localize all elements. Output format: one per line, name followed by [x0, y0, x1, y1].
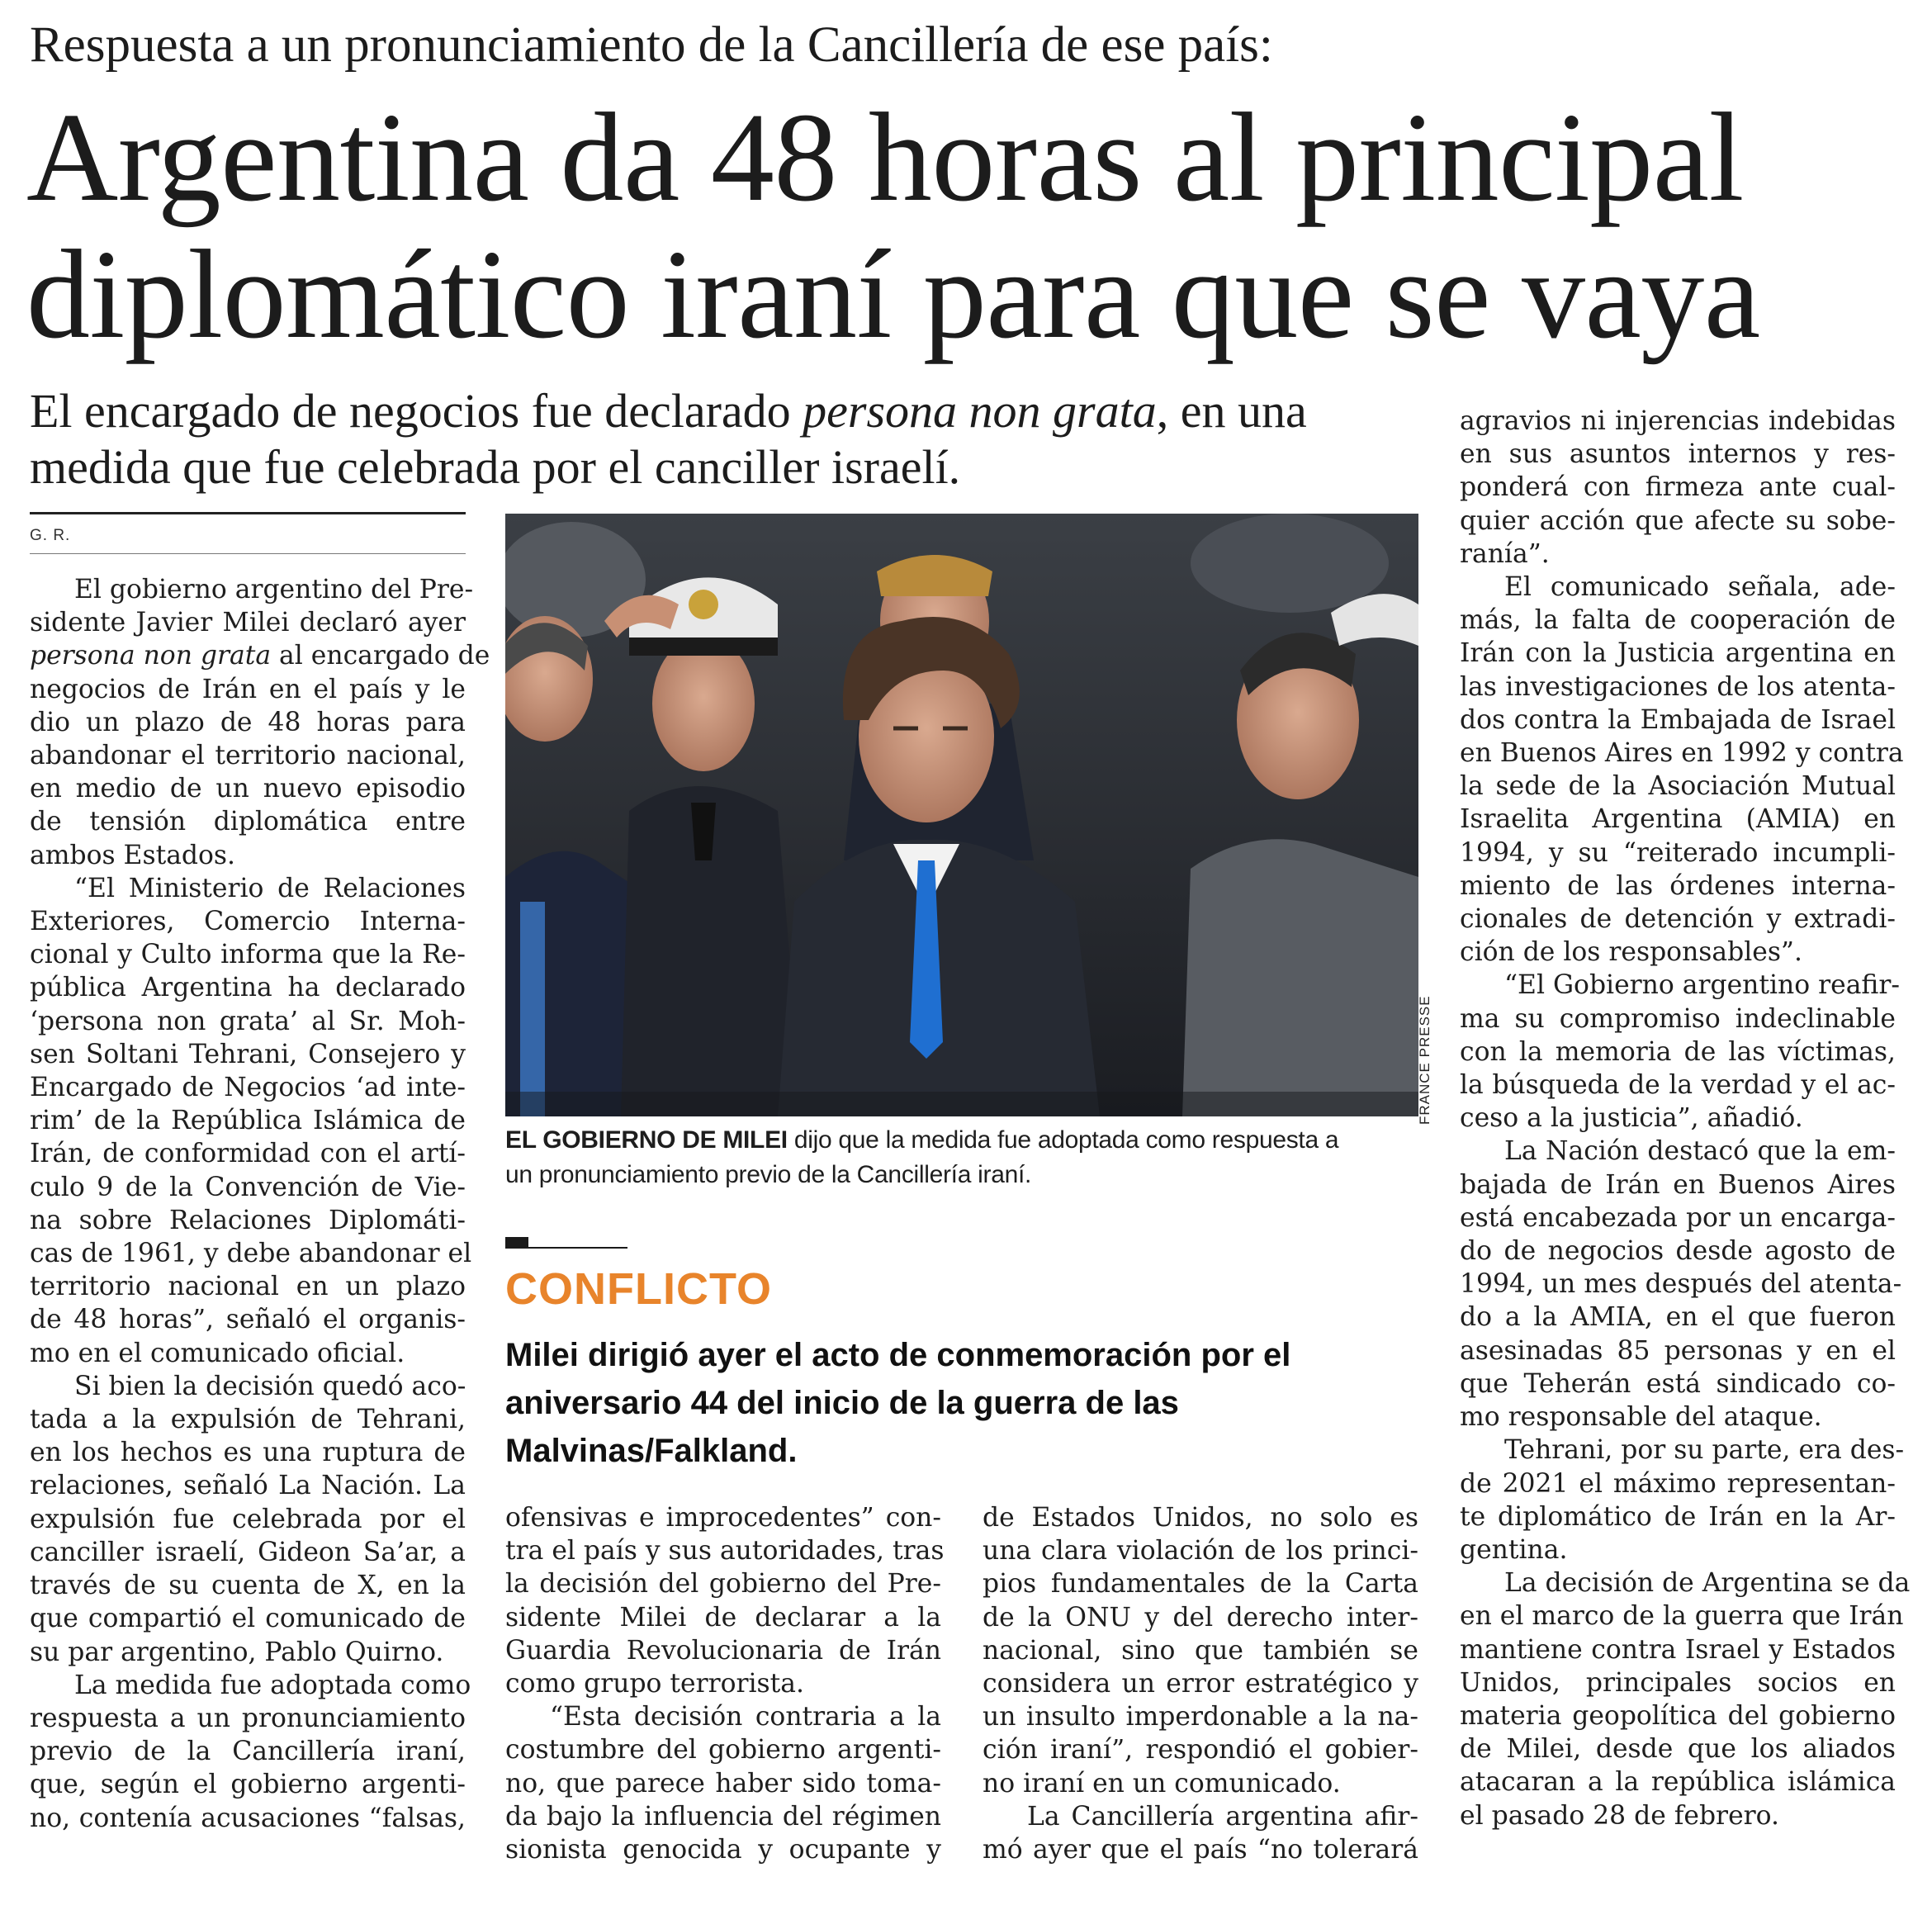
text-line: de 48 horas”, señaló el organis-: [30, 1305, 466, 1335]
text-line: considera un error estratégico y: [983, 1669, 1418, 1699]
text-line: atacaran a la república islámica: [1460, 1767, 1896, 1798]
deck-line-1-start: El encargado de negocios fue declarado: [30, 384, 803, 438]
text-line: respuesta a un pronunciamiento: [30, 1703, 466, 1733]
text-line: una clara violación de los princi-: [983, 1536, 1418, 1566]
text-line: cional y Culto informa que la Re-: [30, 940, 466, 970]
deck-line-2: medida que fue celebrada por el canciller israelí.: [30, 440, 961, 494]
text-line: te diplomático de Irán en la Ar-: [1460, 1501, 1896, 1532]
sidebar-line-3: Malvinas/Falkland.: [505, 1433, 798, 1469]
text-line: pública Argentina ha declarado: [30, 973, 466, 1003]
text-line: persona non grata al encargado de: [30, 641, 490, 671]
text-line: la búsqueda de la verdad y el ac-: [1460, 1070, 1896, 1101]
text-line: abandonar el territorio nacional,: [30, 741, 466, 771]
text-line: nacional, sino que también se: [983, 1635, 1418, 1666]
text-line: gentina.: [1460, 1534, 1568, 1565]
text-line: mo responsable del ataque.: [1460, 1402, 1822, 1433]
caption-line-2: un pronunciamiento previo de la Cancillería iraní.: [505, 1161, 1032, 1188]
text-line: La Nación destacó que la em-: [1504, 1136, 1896, 1167]
text-line: “El Gobierno argentino reafir-: [1504, 970, 1900, 1001]
headline: [26, 89, 1909, 363]
text-line: ranía”.: [1460, 538, 1550, 569]
text-line: La medida fue adoptada como: [74, 1670, 471, 1700]
caption-text: dijo que la medida fue adoptada como respuesta a: [787, 1126, 1339, 1154]
sidebar-line-2: aniversario 44 del inicio de la guerra de las: [505, 1385, 1179, 1421]
text-line: sidente Javier Milei declaró ayer: [30, 608, 466, 638]
body-column-1: [30, 573, 490, 1835]
text-line: ceso a la justicia”, añadió.: [1460, 1103, 1803, 1134]
text-line: canciller israelí, Gideon Sa’ar, a: [30, 1537, 466, 1567]
text-line: través de su cuenta de X, en la: [30, 1571, 466, 1601]
text-line: cionales de detención y extradi-: [1460, 904, 1896, 935]
headline-line-2: diplomático iraní para que se vaya: [26, 225, 1760, 365]
deck-italic: persona non grata: [803, 384, 1157, 438]
text-line: La decisión de Argentina se da: [1504, 1568, 1911, 1599]
text-line: en Buenos Aires en 1992 y contra: [1460, 738, 1904, 769]
text-line: la sede de la Asociación Mutual: [1460, 771, 1896, 802]
text-line: do a la AMIA, en el que fueron: [1460, 1302, 1896, 1333]
deck-line-1-end: , en una: [1156, 384, 1307, 438]
text-line: como grupo terrorista.: [505, 1669, 804, 1699]
text-line: previo de la Cancillería iraní,: [30, 1737, 466, 1767]
text-line: ponderá con firmeza ante cual-: [1460, 472, 1896, 503]
text-line: negocios de Irán en el país y le: [30, 674, 466, 704]
text-line: tada a la expulsión de Tehrani,: [30, 1405, 466, 1435]
text-line: el pasado 28 de febrero.: [1460, 1800, 1779, 1831]
text-line: en los hechos es una ruptura de: [30, 1438, 466, 1468]
text-line: que Teherán está sindicado co-: [1460, 1368, 1896, 1399]
text-line: no, contenía acusaciones “falsas,: [30, 1803, 466, 1833]
body-column-4: [1460, 405, 1911, 1832]
text-line: cas de 1961, y debe abandonar el: [30, 1239, 472, 1269]
text-line: de Milei, desde que los aliados: [1460, 1734, 1896, 1765]
sidebar-text: [505, 1331, 1422, 1475]
deck: [30, 383, 1425, 495]
text-line: El gobierno argentino del Pre-: [74, 575, 474, 604]
text-line: ma su compromiso indeclinable: [1460, 1003, 1896, 1034]
text-line: su par argentino, Pablo Quirno.: [30, 1637, 444, 1667]
text-line: asesinadas 85 personas y en el: [1460, 1335, 1896, 1366]
text-line: expulsión fue celebrada por el: [30, 1504, 466, 1534]
text-line: Exteriores, Comercio Interna-: [30, 907, 466, 937]
text-line: ambos Estados.: [30, 840, 235, 870]
text-line: más, la falta de cooperación de: [1460, 605, 1896, 636]
photo-illustration: [505, 514, 1418, 1116]
text-line: ‘persona non grata’ al Sr. Moh-: [30, 1006, 466, 1036]
byline-rule: [30, 553, 466, 554]
text-line: dos contra la Embajada de Israel: [1460, 704, 1896, 735]
text-line: 1994, un mes después del atenta-: [1460, 1269, 1902, 1300]
text-line: no, que parece haber sido toma-: [505, 1768, 941, 1799]
text-line: mo en el comunicado oficial.: [30, 1338, 405, 1368]
text-line: con la memoria de las víctimas,: [1460, 1036, 1896, 1067]
sidebar-line-1: Milei dirigió ayer el acto de conmemoración por el: [505, 1337, 1291, 1373]
text-line: rim’ de la República Islámica de: [30, 1106, 466, 1136]
photo-credit: FRANCE PRESSE: [1417, 995, 1432, 1125]
text-line: “Esta decisión contraria a la: [550, 1702, 941, 1732]
text-line: bajada de Irán en Buenos Aires: [1460, 1169, 1896, 1200]
sidebar-label: CONFLICTO: [505, 1264, 772, 1314]
text-line: está encabezada por un encarga-: [1460, 1202, 1896, 1233]
text-line: do de negocios desde agosto de: [1460, 1236, 1896, 1267]
caption-lead: EL GOBIERNO DE MILEI: [505, 1126, 788, 1154]
text-line: Unidos, principales socios en: [1460, 1667, 1896, 1698]
text-line: las investigaciones de los atenta-: [1460, 671, 1896, 702]
text-line: culo 9 de la Convención de Vie-: [30, 1172, 466, 1202]
text-line: ción iraní”, respondió el gobier-: [983, 1735, 1418, 1765]
photo-caption: [505, 1123, 1422, 1192]
text-line: mó ayer que el país “no tolerará: [983, 1835, 1418, 1865]
text-line: no iraní en un comunicado.: [983, 1768, 1341, 1799]
text-line: relaciones, señaló La Nación. La: [30, 1471, 466, 1501]
sidebar-rule: [528, 1247, 627, 1249]
text-line: na sobre Relaciones Diplomáti-: [30, 1205, 466, 1235]
text-line: sionista genocida y ocupante y: [505, 1835, 941, 1865]
text-line: la decisión del gobierno del Pre-: [505, 1569, 941, 1600]
byline: G. R.: [30, 527, 71, 544]
text-line: un insulto imperdonable a la na-: [983, 1702, 1418, 1732]
text-line: en medio de un nuevo episodio: [30, 774, 466, 804]
column-top-rule: [30, 512, 466, 514]
sidebar-marker: [505, 1237, 528, 1249]
text-line: Encargado de Negocios ‘ad inte-: [30, 1073, 466, 1103]
text-line: de Estados Unidos, no solo es: [983, 1503, 1418, 1533]
text-line: Irán con la Justicia argentina en: [1460, 638, 1896, 669]
text-line: sen Soltani Tehrani, Consejero y: [30, 1039, 466, 1069]
text-line: pios fundamentales de la Carta: [983, 1569, 1418, 1600]
deck-line-1: [30, 383, 1425, 439]
text-line: Israelita Argentina (AMIA) en: [1460, 804, 1896, 835]
text-line: de 2021 el máximo representan-: [1460, 1468, 1896, 1499]
body-column-3: [983, 1501, 1418, 1866]
headline-line-1: Argentina da 48 horas al principal: [26, 88, 1744, 228]
text-line: Tehrani, por su parte, era des-: [1504, 1435, 1905, 1466]
text-line: sidente Milei de declarar a la: [505, 1602, 941, 1633]
kicker: Respuesta a un pronunciamiento de la Cancillería de ese país:: [30, 17, 1273, 73]
text-line: quier acción que afecte su sobe-: [1460, 505, 1896, 536]
text-line: en sus asuntos internos y res-: [1460, 439, 1896, 470]
text-line: El comunicado señala, ade-: [1504, 572, 1896, 603]
text-line: ofensivas e improcedentes” con-: [505, 1503, 941, 1533]
text-line: materia geopolítica del gobierno: [1460, 1700, 1896, 1731]
text-line: agravios ni injerencias indebidas: [1460, 406, 1896, 436]
text-line: tra el país y sus autoridades, tras: [505, 1536, 945, 1566]
text-line: ción de los responsables”.: [1460, 937, 1802, 968]
text-line: La Cancillería argentina afir-: [1027, 1801, 1418, 1832]
text-line: Si bien la decisión quedó aco-: [74, 1371, 466, 1401]
text-line: dio un plazo de 48 horas para: [30, 707, 466, 737]
text-line: de tensión diplomática entre: [30, 807, 466, 837]
text-line: de la ONU y del derecho inter-: [983, 1602, 1418, 1633]
text-line: da bajo la influencia del régimen: [505, 1801, 941, 1832]
text-line: “El Ministerio de Relaciones: [74, 873, 466, 903]
body-column-2: [505, 1501, 945, 1866]
italic-phrase: persona non grata: [30, 641, 272, 671]
text-line: que compartió el comunicado de: [30, 1604, 466, 1634]
text-line: territorio nacional en un plazo: [30, 1272, 466, 1302]
text-line: que, según el gobierno argenti-: [30, 1770, 466, 1800]
text-line: Guardia Revolucionaria de Irán: [505, 1635, 941, 1666]
text-line: miento de las órdenes interna-: [1460, 870, 1896, 901]
text-line: mantiene contra Israel y Estados: [1460, 1634, 1896, 1665]
text-line: Irán, de conformidad con el artí-: [30, 1139, 466, 1169]
text-line: en el marco de la guerra que Irán: [1460, 1601, 1904, 1632]
news-photo: [505, 514, 1418, 1116]
text-line: 1994, y su “reiterado incumpli-: [1460, 837, 1896, 868]
text-line: costumbre del gobierno argenti-: [505, 1735, 941, 1765]
